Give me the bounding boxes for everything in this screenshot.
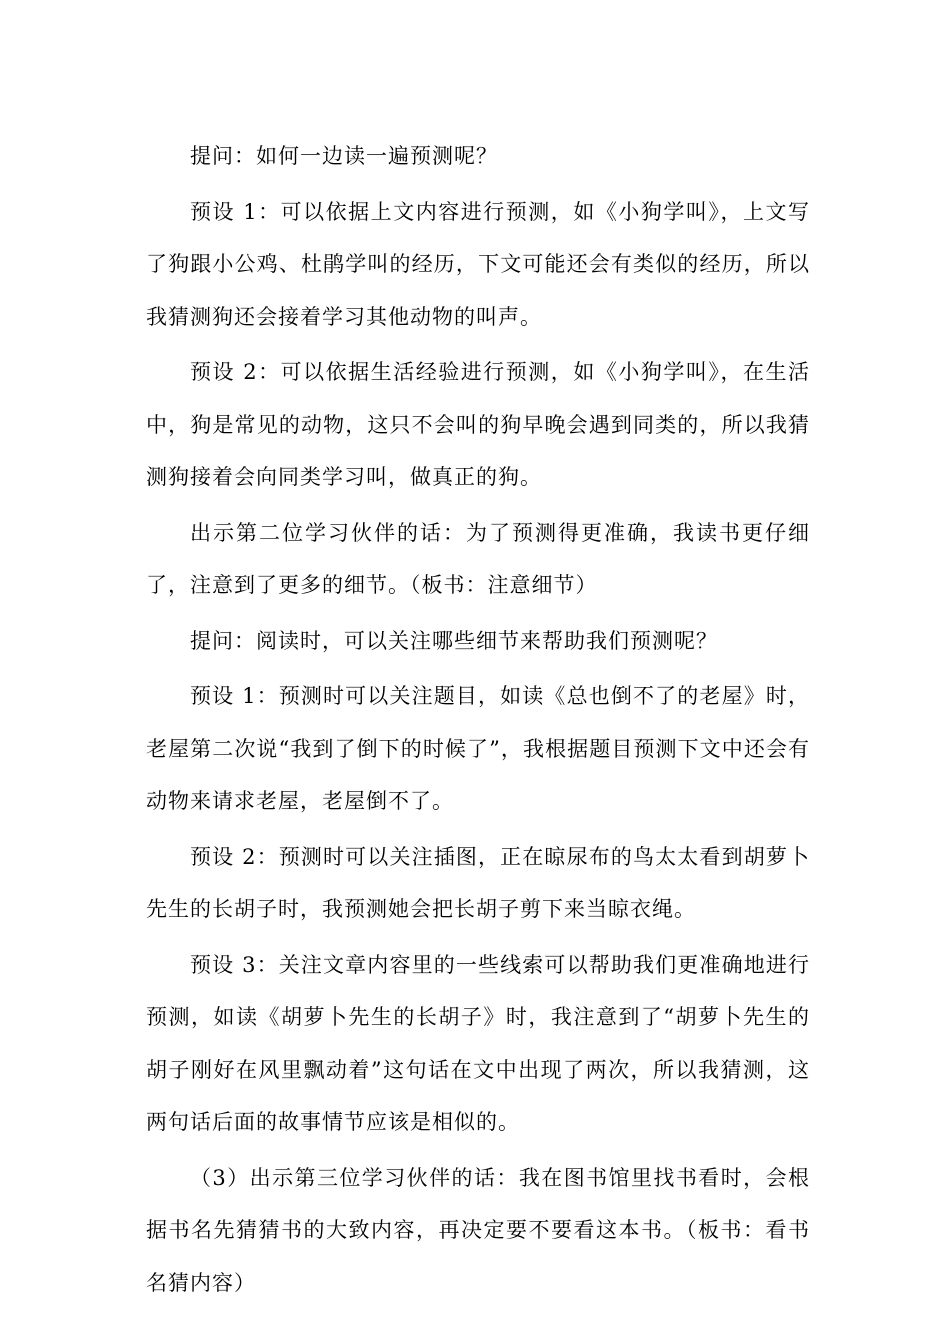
paragraph-detail-preset-2: 预设 2：预测时可以关注插图，正在晾尿布的鸟太太看到胡萝卜先生的长胡子时，我预测她会把长胡子剪下来当晾衣绳。 <box>146 844 810 921</box>
paragraph-detail-preset-3: 预设 3：关注文章内容里的一些线索可以帮助我们更准确地进行预测，如读《胡萝卜先生的长胡子》时，我注意到了“胡萝卜先生的胡子刚好在风里飘动着”这句话在文中出现了两次，所以我猜测，这两句话后面的故事情节应该是相似的。 <box>146 952 810 1134</box>
paragraph-question-2: 提问：阅读时，可以关注哪些细节来帮助我们预测呢？ <box>190 628 718 653</box>
paragraph-question-1: 提问：如何一边读一遍预测呢？ <box>190 144 498 168</box>
paragraph-preset-2: 预设 2：可以依据生活经验进行预测，如《小狗学叫》，在生活中，狗是常见的动物，这只不会叫的狗早晚会遇到同类的，所以我猜测狗接着会向同类学习叫，做真正的狗。 <box>146 360 810 489</box>
paragraph-detail-preset-1: 预设 1：预测时可以关注题目，如读《总也倒不了的老屋》时，老屋第二次说“我到了倒下的时候了”，我根据题目预测下文中还会有动物来请求老屋，老屋倒不了。 <box>146 684 810 813</box>
paragraph-partner-3: （3）出示第三位学习伙伴的话：我在图书馆里找书看时，会根据书名先猜猜书的大致内容，再决定要不要看这本书。（板书：看书名猜内容） <box>146 1165 810 1295</box>
paragraph-partner-2: 出示第二位学习伙伴的话：为了预测得更准确，我读书更仔细了，注意到了更多的细节。（板书：注意细节） <box>146 520 810 597</box>
paragraph-preset-1: 预设 1：可以依据上文内容进行预测，如《小狗学叫》，上文写了狗跟小公鸡、杜鹃学叫的经历，下文可能还会有类似的经历，所以我猜测狗还会接着学习其他动物的叫声。 <box>146 199 810 329</box>
document-body <box>146 130 810 1309</box>
